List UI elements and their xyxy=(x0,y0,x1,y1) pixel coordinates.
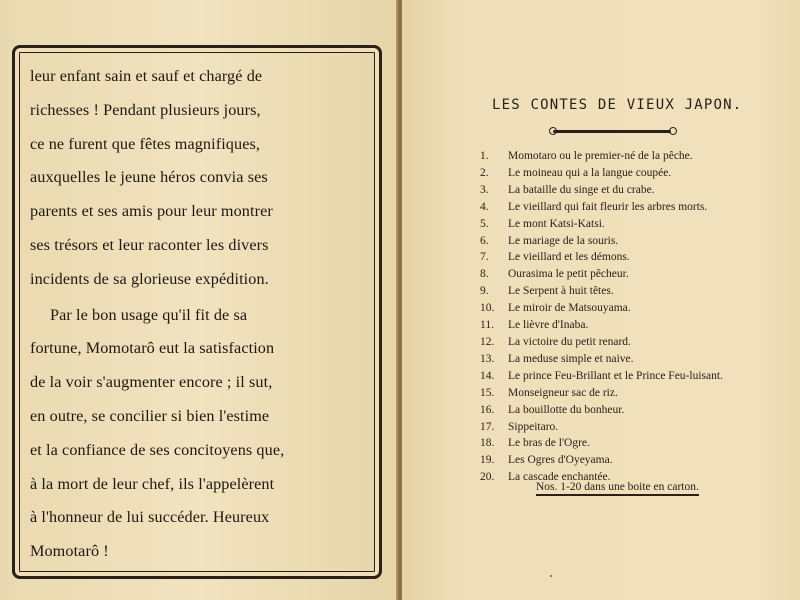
table-of-contents xyxy=(480,148,780,486)
toc-item-title: La bouillotte du bonheur. xyxy=(508,403,625,416)
toc-item xyxy=(480,385,780,402)
toc-item-number: 9. xyxy=(480,285,489,298)
paragraph-1 xyxy=(30,60,364,297)
toc-item xyxy=(480,368,780,385)
toc-item-title: Sippeitaro. xyxy=(508,420,559,433)
toc-item-number: 15. xyxy=(480,386,495,399)
toc-item xyxy=(480,199,780,216)
toc-item xyxy=(480,435,780,452)
toc-item-number: 4. xyxy=(480,200,489,213)
text-line: Momotarô ! xyxy=(30,542,109,561)
toc-item xyxy=(480,165,780,182)
toc-item-number: 1. xyxy=(480,150,489,162)
toc-item xyxy=(480,266,780,283)
toc-item-number: 8. xyxy=(480,268,489,281)
toc-item-title: Monseigneur sac de riz. xyxy=(508,386,618,399)
toc-item-number: 19. xyxy=(480,454,495,467)
toc-item-title: Le Serpent à huit têtes. xyxy=(508,285,614,298)
toc-item xyxy=(480,300,780,317)
text-line: en outre, se concilier si bien l'estime xyxy=(30,406,270,425)
toc-item xyxy=(480,148,780,165)
toc-item-title: Le moineau qui a la langue coupée. xyxy=(508,166,672,179)
toc-item xyxy=(480,233,780,250)
toc-item-number: 6. xyxy=(480,234,489,247)
toc-item-title: Le vieillard et les démons. xyxy=(508,251,630,264)
text-line: incidents de sa glorieuse expédition. xyxy=(30,269,269,288)
text-line: de la voir s'augmenter encore ; il sut, xyxy=(30,373,273,392)
paper-speck xyxy=(550,575,552,577)
toc-item-title: La victoire du petit renard. xyxy=(508,335,631,348)
story-text xyxy=(30,60,364,569)
toc-item xyxy=(480,249,780,266)
toc-item-number: 20. xyxy=(480,471,495,484)
series-title: LES CONTES DE VIEUX JAPON. xyxy=(492,97,743,113)
toc-item xyxy=(480,317,780,334)
toc-item xyxy=(480,334,780,351)
toc-item-number: 17. xyxy=(480,420,495,433)
ornament-right-icon xyxy=(669,127,677,135)
toc-item-title: Le lièvre d'Inaba. xyxy=(508,319,589,332)
text-line: leur enfant sain et sauf et chargé de xyxy=(30,67,263,85)
toc-item-number: 7. xyxy=(480,251,489,264)
toc-item xyxy=(480,216,780,233)
toc-item-title: Le bras de l'Ogre. xyxy=(508,437,590,450)
toc-item-number: 18. xyxy=(480,437,495,450)
toc-item-number: 16. xyxy=(480,403,495,416)
toc-item-number: 3. xyxy=(480,183,489,196)
toc-item-title: Le vieillard qui fait fleurir les arbres morts. xyxy=(508,200,708,213)
toc-item-title: La meduse simple et naive. xyxy=(508,352,634,365)
toc-item-title: La bataille du singe et du crabe. xyxy=(508,183,655,196)
text-line: parents et ses amis pour leur montrer xyxy=(30,202,273,221)
text-line: Par le bon usage qu'il fit de sa xyxy=(50,305,248,324)
toc-item-number: 5. xyxy=(480,217,489,230)
toc-item-number: 10. xyxy=(480,302,495,315)
text-line: à la mort de leur chef, ils l'appelèrent xyxy=(30,474,275,493)
text-line: richesses ! Pendant plusieurs jours, xyxy=(30,100,261,119)
toc-item xyxy=(480,452,780,469)
toc-item-number: 11. xyxy=(480,319,494,332)
text-line: et la confiance de ses concitoyens que, xyxy=(30,440,285,459)
toc-item-number: 13. xyxy=(480,352,495,365)
toc-item xyxy=(480,182,780,199)
toc-item xyxy=(480,351,780,368)
text-line: ce ne furent que fêtes magnifiques, xyxy=(30,134,261,153)
toc-item-number: 12. xyxy=(480,335,495,348)
toc-item xyxy=(480,419,780,436)
toc-item xyxy=(480,283,780,300)
title-underline-ornament xyxy=(553,130,671,133)
toc-item-number: 2. xyxy=(480,166,489,179)
text-line: auxquelles le jeune héros convia ses xyxy=(30,168,268,187)
toc-item-title: Le prince Feu-Brillant et le Prince Feu-luisant. xyxy=(508,369,723,382)
paragraph-2 xyxy=(30,299,364,569)
toc-item-number: 14. xyxy=(480,369,495,382)
toc-item-title: Ourasima le petit pêcheur. xyxy=(508,268,629,281)
text-line: fortune, Momotarô eut la satisfaction xyxy=(30,339,275,358)
toc-item-title: Les Ogres d'Oyeyama. xyxy=(508,454,613,467)
text-line: à l'honneur de lui succéder. Heureux xyxy=(30,508,270,527)
text-line: ses trésors et leur raconter les divers xyxy=(30,235,269,254)
left-page xyxy=(0,0,398,600)
toc-item-title: Le mont Katsi-Katsi. xyxy=(508,217,605,230)
toc-item-title: Momotaro ou le premier-né de la pêche. xyxy=(508,150,693,162)
toc-item-title: Le mariage de la souris. xyxy=(508,234,619,247)
toc-item-title: Le miroir de Matsouyama. xyxy=(508,302,631,315)
toc-item-title: La cascade enchantée. xyxy=(508,471,611,484)
footer-note: Nos. 1-20 dans une boite en carton. xyxy=(536,481,699,496)
toc-item xyxy=(480,402,780,419)
